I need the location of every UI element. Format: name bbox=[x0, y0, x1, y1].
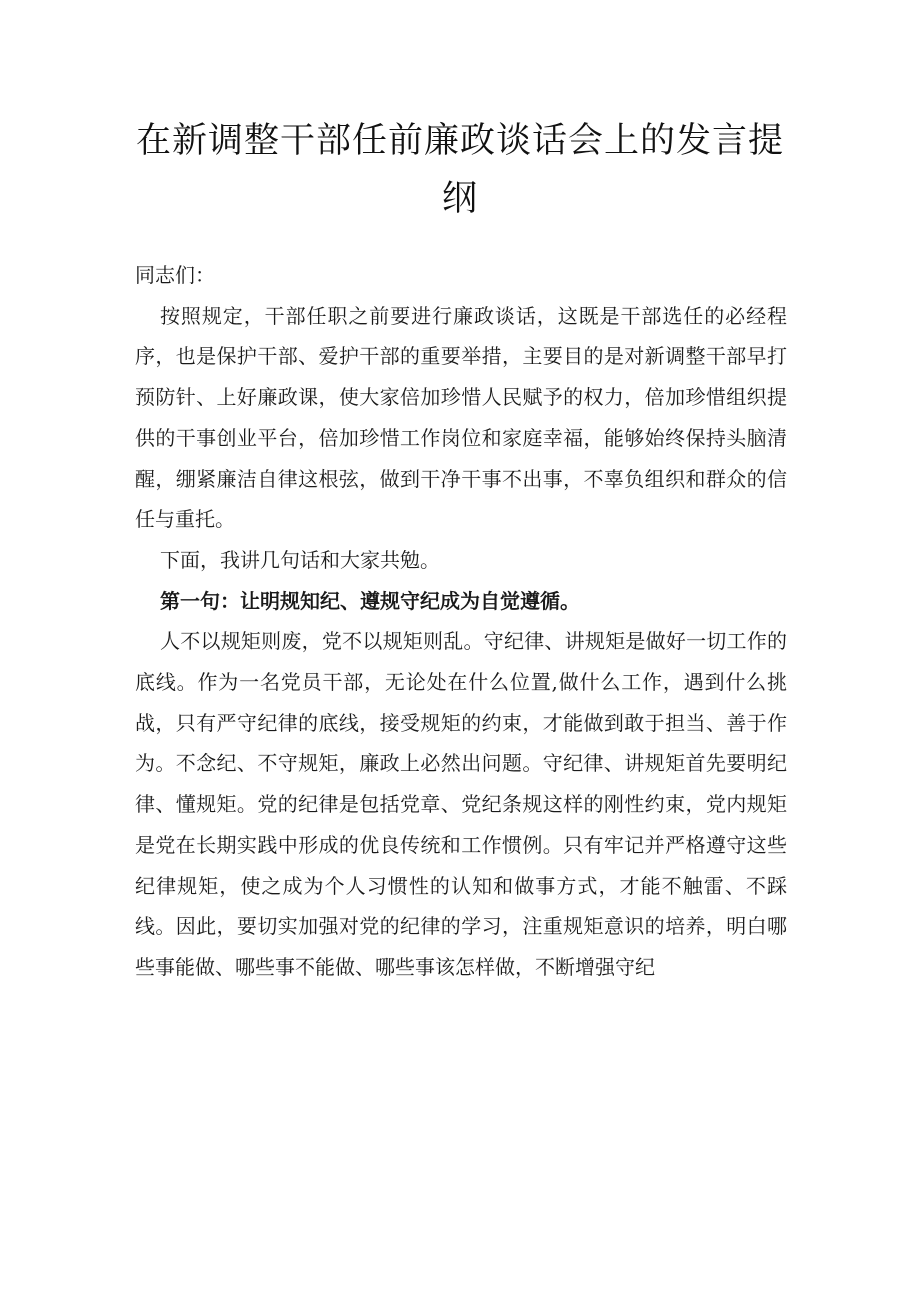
section-heading-1: 第一句：让明规知纪、遵规守纪成为自觉遵循。 bbox=[160, 588, 580, 613]
document-body bbox=[135, 255, 787, 988]
salutation: 同志们： bbox=[135, 263, 215, 287]
paragraph-transition: 下面，我讲几句话和大家共勉。 bbox=[160, 547, 440, 572]
document-title: 在新调整干部任前廉政谈话会上的发言提纲 bbox=[135, 121, 784, 219]
paragraph-section-1: 人不以规矩则废，党不以规矩则乱。守纪律、讲规矩是做好一切工作的底线。作为一名党员干部，无论处在什么位置,做什么工作，遇到什么挑战，只有严守纪律的底线，接受规矩的约束，才能做到敢于担当、善于作为。不念纪、不守规矩，廉政上必然出问题。守纪律、讲规矩首先要明纪律、懂规矩。党的纪律是包括党章、党纪条规这样的刚性约束，党内规矩是党在长期实践中形成的优良传统和工作惯例。只有牢记并严格遵守这些纪律规矩，使之成为个人习惯性的认知和做事方式，才能不触雷、不踩线。因此，要切实加强对党的纪律的学习，注重规矩意识的培养，明白哪些事能做、哪些事不能做、哪些事该怎样做，不断增强守纪 bbox=[135, 629, 787, 979]
paragraph-intro: 按照规定，干部任职之前要进行廉政谈话，这既是干部选任的必经程序，也是保护干部、爱护干部的重要举措，主要目的是对新调整干部早打预防针、上好廉政课，使大家倍加珍惜人民赋予的权力，倍加珍惜组织提供的干事创业平台，倍加珍惜工作岗位和家庭幸福，能够始终保持头脑清醒，绷紧廉洁自律这根弦，做到干净干事不出事，不辜负组织和群众的信任与重托。 bbox=[135, 303, 787, 532]
